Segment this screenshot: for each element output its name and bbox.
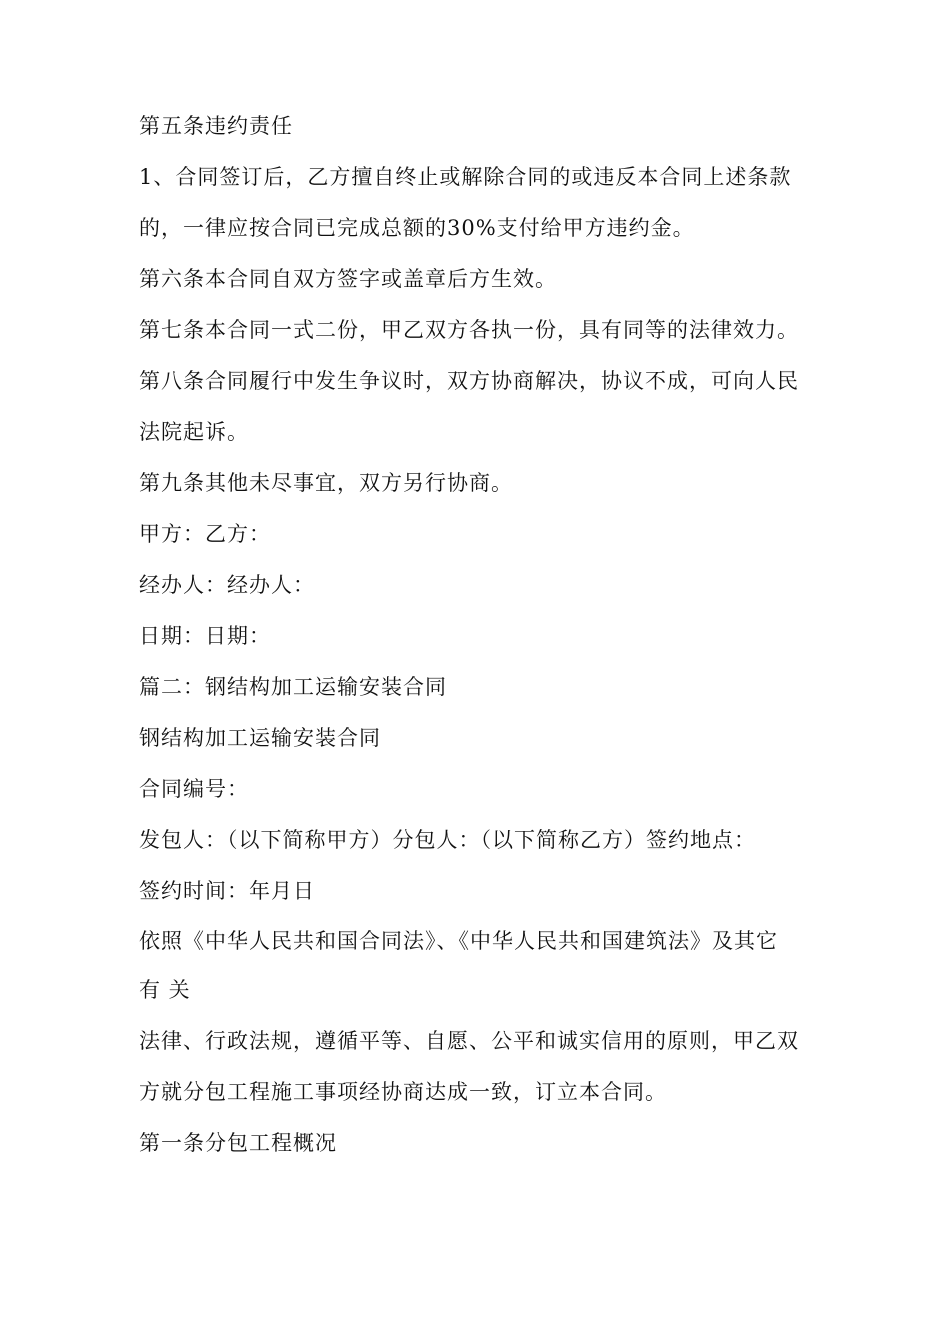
- clause-5-item-1: 1、合同签订后，乙方擅自终止或解除合同的或违反本合同上述条款: [139, 165, 792, 189]
- clause-5-heading: 第五条违约责任: [139, 114, 293, 138]
- signature-parties: 甲方：乙方：: [139, 522, 271, 546]
- clause-8-cont: 法院起诉。: [139, 420, 249, 444]
- clause-5-item-1-cont: 的，一律应按合同已完成总额的30%支付给甲方违约金。: [139, 216, 695, 240]
- clause-9: 第九条其他未尽事宜，双方另行协商。: [139, 471, 513, 495]
- section-2-heading: 篇二：钢结构加工运输安装合同: [139, 675, 447, 699]
- clause-7: 第七条本合同一式二份，甲乙双方各执一份，具有同等的法律效力。: [139, 318, 799, 342]
- signature-agents: 经办人：经办人：: [139, 573, 315, 597]
- clause-1-heading: 第一条分包工程概况: [139, 1131, 337, 1155]
- contract-title: 钢结构加工运输安装合同: [139, 726, 381, 750]
- document-body: [139, 101, 839, 1169]
- legal-basis-agreement: 方就分包工程施工事项经协商达成一致，订立本合同。: [139, 1080, 667, 1104]
- signature-dates: 日期：日期：: [139, 624, 271, 648]
- contract-parties: 发包人：（以下简称甲方）分包人：（以下简称乙方）签约地点：: [139, 828, 756, 852]
- clause-8: 第八条合同履行中发生争议时，双方协商解决，协议不成，可向人民: [139, 369, 799, 393]
- legal-basis-cont: 有 关: [139, 978, 191, 1002]
- contract-number: 合同编号：: [139, 777, 249, 801]
- legal-basis-principles: 法律、行政法规，遵循平等、自愿、公平和诚实信用的原则，甲乙双: [139, 1029, 799, 1053]
- clause-6: 第六条本合同自双方签字或盖章后方生效。: [139, 267, 557, 291]
- signing-time: 签约时间：年月日: [139, 879, 315, 903]
- legal-basis: 依照《中华人民共和国合同法》、《中华人民共和国建筑法》及其它: [139, 929, 778, 953]
